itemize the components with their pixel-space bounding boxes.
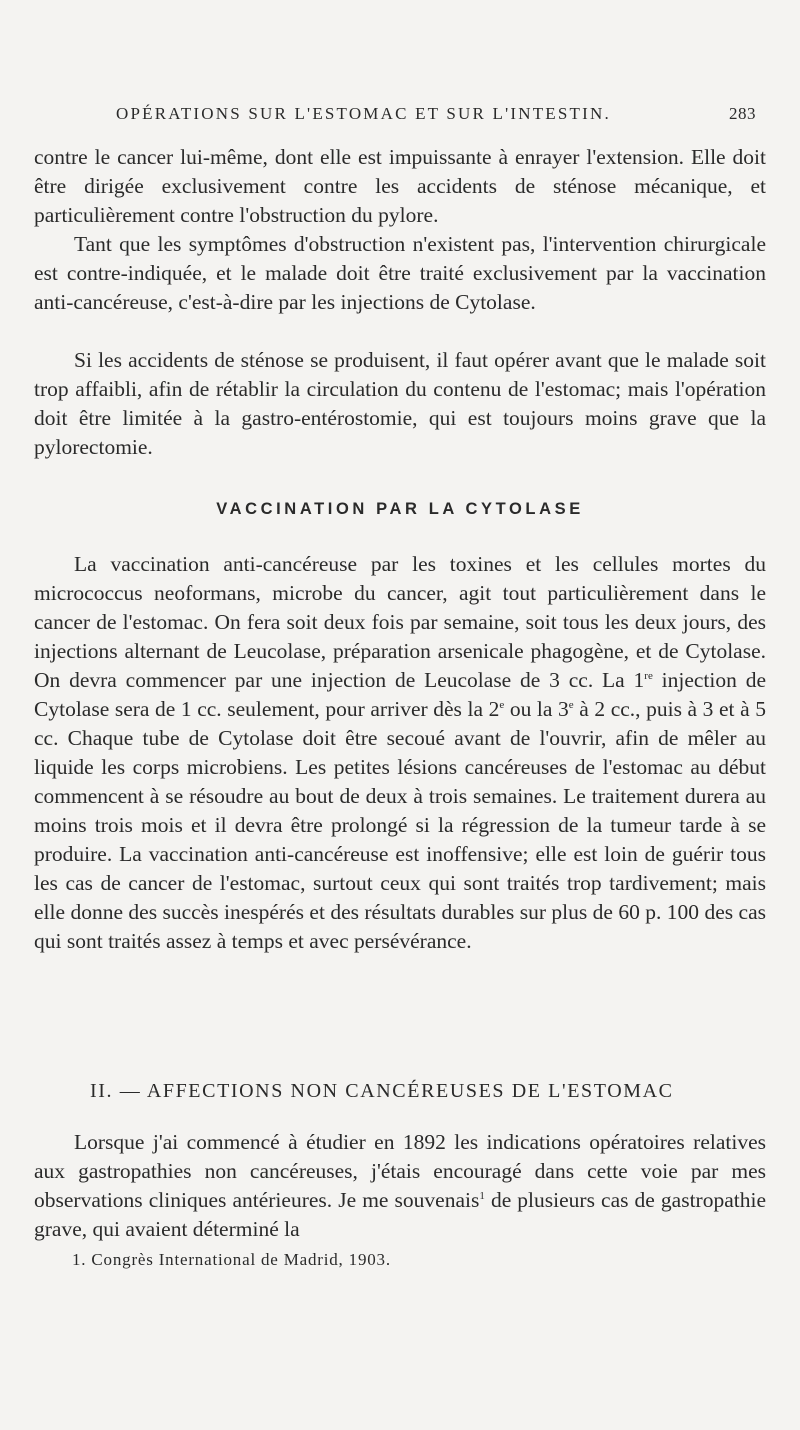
footnote-marker: 1	[479, 1189, 485, 1202]
paragraph-continuation: contre le cancer lui-même, dont elle est impuissante à enrayer l'extension. Elle doit être dirigée exclusivement contre les accidents de sténose mécanique, et particulièrement contre l'obstruction du pylore.	[34, 145, 766, 227]
paragraph-non-cancereuses	[34, 1128, 766, 1244]
superscript-e-3: e	[568, 698, 574, 711]
paragraph-stenose: Si les accidents de sténose se produisent, il faut opérer avant que le malade soit trop affaibli, afin de rétablir la circulation du contenu de l'estomac; mais l'opération doit être limitée à la gastro-entérostomie, qui est toujours moins grave que la pylorectomie.	[34, 348, 766, 459]
chapter-heading: II. — AFFECTIONS NON CANCÉREUSES DE L'ESTOMAC	[90, 1080, 674, 1102]
running-header	[0, 100, 800, 130]
paragraph-vaccination	[34, 550, 766, 956]
superscript-e-2: e	[499, 698, 505, 711]
vaccination-text-b: injection de Cytolase sera de 1 cc. seulement, pour arriver dès la 2	[34, 668, 766, 721]
chapter-text-b: de plusieurs cas de gastropathie grave, qui avaient déterminé la	[34, 1188, 767, 1241]
vaccination-text-d: à 2 cc., puis à 3 et à 5 cc. Chaque tube de Cytolase doit être secoué avant de l'ouvrir, afin de mêler au liquide les corps microbiens. Les petites lésions cancéreuses de l'estomac au début commencent à se résoudre au bout de deux à trois semaines. Le traitement durera au moins trois mois et il devra être prolongé si la régression de la tumeur tarde à se produire. La vaccination anti-cancéreuse est inoffensive; elle est loin de guérir tous les cas de cancer de l'estomac, surtout ceux qui sont traités trop tardivement; mais elle donne des succès inespérés et des résultats durables sur plus de 60 p. 100 des cas qui sont traités assez à temps et avec persévérance.	[34, 697, 766, 953]
section-heading-vaccination: VACCINATION PAR LA CYTOLASE	[216, 500, 584, 518]
vaccination-text-c: ou la 3	[504, 697, 569, 721]
chapter-text-a: Lorsque j'ai commencé à étudier en 1892 les indications opératoires relatives aux gastropathies non cancéreuses, j'étais encouragé dans cette voie par mes observations cliniques antérieures. Je me souvenais	[34, 1130, 766, 1212]
paragraph-intervention: Tant que les symptômes d'obstruction n'existent pas, l'intervention chirurgicale est contre-indiquée, et le malade doit être traité exclusivement par la vaccination anti-cancéreuse, c'est-à-dire par les injections de Cytolase.	[34, 232, 766, 314]
vaccination-text-a: La vaccination anti-cancéreuse par les toxines et les cellules mortes du micrococcus neoformans, microbe du cancer, agit tout particulièrement dans le cancer de l'estomac. On fera soit deux fois par semaine, soit tous les deux jours, des injections alternant de Leucolase, préparation arsenicale phagogène, et de Cytolase. On devra commencer par une injection de Leucolase de 3 cc. La 1	[34, 552, 766, 692]
superscript-re: re	[644, 669, 653, 682]
page-number: 283	[729, 104, 756, 123]
footnote: 1. Congrès International de Madrid, 1903.	[72, 1250, 391, 1269]
running-title: OPÉRATIONS SUR L'ESTOMAC ET SUR L'INTESTIN.	[116, 104, 611, 123]
